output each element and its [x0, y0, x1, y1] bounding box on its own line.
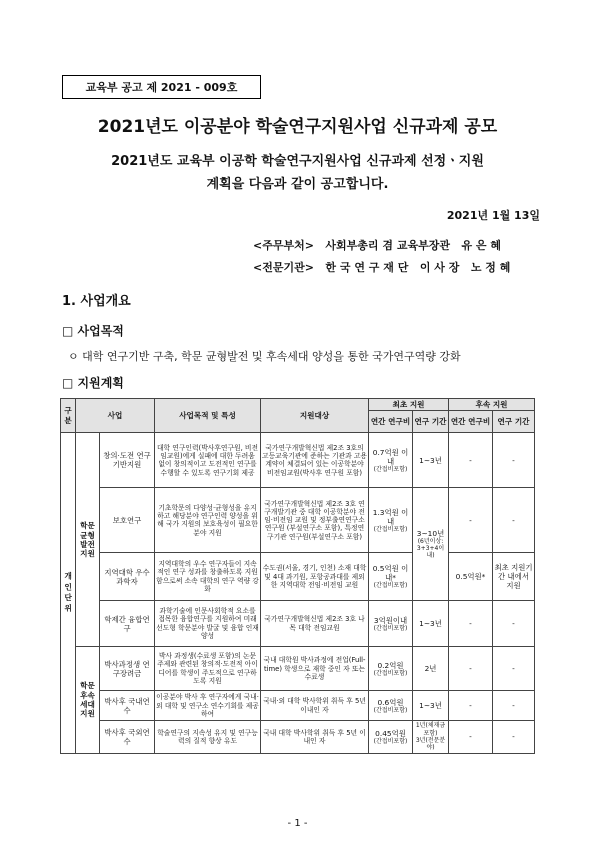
project-name: 박사과정생 연구장려금 [100, 647, 155, 691]
project-name: 보호연구 [100, 488, 155, 553]
header-gubun: 구분 [61, 399, 76, 433]
first-cost-cell [369, 488, 413, 553]
first-period-cell [413, 488, 449, 601]
project-name: 지역대학 우수과학자 [100, 553, 155, 601]
follow-cost: 0.5억원* [449, 553, 493, 601]
first-period: 2년 [413, 647, 449, 691]
header-first-cost: 연간 연구비 [369, 411, 413, 433]
first-cost: 0.7억원 이내 [372, 447, 409, 466]
project-target: 수도권(서울, 경기, 인천) 소재 대학 및 4대 과기원, 포항공과대를 제외한 지역대학 전임·비전임 교원 [261, 553, 369, 601]
first-period-note: (6년이상: 3+3+4이내) [416, 537, 445, 560]
intro-line-2: 계획을 다음과 같이 공고합니다. [206, 177, 389, 192]
first-cost-note: (간접비포함) [373, 669, 408, 677]
first-period: 3~10년 [416, 528, 445, 538]
project-purpose: 지역대학의 우수 연구자들이 지속적인 연구 성과를 창출하도록 지원함으로써 소속 대학의 연구 역량 강화 [155, 553, 261, 601]
first-cost-note: (간접비포함) [373, 624, 408, 632]
table-row [61, 488, 535, 553]
first-cost-cell [369, 601, 413, 647]
first-cost: 1.3억원 이내 [372, 507, 409, 526]
follow-period: - [493, 721, 535, 753]
table-row [61, 433, 535, 488]
follow-period: - [493, 647, 535, 691]
first-period: 1~3년 [413, 601, 449, 647]
project-purpose: 박사 과정생(수료생 포함)의 논문 주제와 관련된 창의적·도전적 아이디어를 학생이 주도적으로 연구하도록 지원 [155, 647, 261, 691]
announcement-date: 2021년 1월 13일 [446, 209, 540, 222]
project-target: 국가연구개발혁신법 제2조 3호 나목 대학 전임교원 [261, 601, 369, 647]
follow-cost: - [449, 647, 493, 691]
project-target: 국가연구개발혁신법 제2조 3호 연구개발기관 중 대학 이공학분야 전임·비전임 교원 및 정부출연연구소 연구원 (부설연구소 포함), 특정연구기관 연구원(부설연구소 포함) [261, 488, 369, 553]
project-purpose: 대학 연구인력(박사후연구원, 비전임교원)에게 실패에 대한 두려움 없이 창의적이고 도전적인 연구를 수행할 수 있도록 연구기회 제공 [155, 433, 261, 488]
group-next-generation: 학문후속세대지원 [76, 647, 100, 753]
first-cost: 3억원이내 [373, 615, 408, 625]
header-project: 사업 [76, 399, 155, 433]
project-name: 창의·도전 연구기반지원 [100, 433, 155, 488]
first-period: 1년(체재금포함) [415, 722, 446, 737]
project-target: 국내 대학원 박사과정에 전업(Full-time) 학생으로 재학 중인 자 또는 수료생 [261, 647, 369, 691]
follow-period: - [493, 691, 535, 721]
header-target: 지원대상 [261, 399, 369, 433]
project-purpose: 기초학문의 다양성·균형성을 유지하고 해당분야 연구인력 양성을 위해 국가 지원의 보호육성이 필요한 분야 지원 [155, 488, 261, 553]
project-purpose: 이공분야 박사 후 연구자에게 국내·외 대학 및 연구소 연수기회를 제공하여 [155, 691, 261, 721]
ministry-line: <주무부처> 사회부총리 겸 교육부장관 유 은 혜 [253, 239, 501, 252]
project-purpose: 학술연구의 지속성 유지 및 연구능력의 질적 향상 유도 [155, 721, 261, 753]
header-follow-support: 후속 지원 [449, 399, 535, 411]
intro-line-1: 2021년도 교육부 이공학 학술연구지원사업 신규과제 선정ㆍ지원 [111, 154, 484, 169]
page-title: 2021년도 이공분야 학술연구지원사업 신규과제 공모 [97, 117, 498, 137]
page-number: - 1 - [287, 818, 308, 829]
project-target: 국내 대학 박사학위 취득 후 5년 이내인 자 [261, 721, 369, 753]
project-name: 박사후 국내연수 [100, 691, 155, 721]
first-period: 1~3년 [413, 691, 449, 721]
header-first-support: 최초 지원 [369, 399, 449, 411]
project-target: 국가연구개발혁신법 제2조 3호의 고등교육기관에 준하는 기관과 고용계약이 체결되어 있는 이공학분야 비전임교원(박사후 연구원 포함) [261, 433, 369, 488]
agency-line: <전문기관> 한 국 연 구 재 단 이 사 장 노 정 혜 [253, 261, 511, 274]
follow-cost: - [449, 721, 493, 753]
project-name: 학제간 융합연구 [100, 601, 155, 647]
subheading-purpose: □ 사업목적 [62, 324, 124, 338]
first-cost-note: (간접비포함) [373, 465, 408, 473]
first-period-cell [413, 721, 449, 753]
support-plan-table [60, 398, 535, 754]
first-cost-note: (간접비포함) [373, 525, 408, 533]
table-header-row [61, 399, 535, 411]
first-cost-note: (간접비포함) [373, 706, 408, 714]
first-period: 1~3년 [413, 433, 449, 488]
header-follow-period: 연구 기간 [493, 411, 535, 433]
first-cost-cell [369, 553, 413, 601]
table-row [61, 721, 535, 753]
header-follow-cost: 연간 연구비 [449, 411, 493, 433]
follow-cost: - [449, 691, 493, 721]
first-cost-cell [369, 721, 413, 753]
follow-cost: - [449, 601, 493, 647]
notice-number: 교육부 공고 제 2021 - 009호 [85, 81, 238, 94]
group-balance: 학문균형발전지원 [76, 433, 100, 647]
follow-period: 최초 지원기간 내에서 지원 [493, 553, 535, 601]
follow-period: - [493, 433, 535, 488]
first-cost-cell [369, 433, 413, 488]
first-cost: 0.5억원 이내* [372, 564, 409, 583]
intro-text [0, 150, 595, 196]
follow-period: - [493, 601, 535, 647]
table-row [61, 553, 535, 601]
first-cost-note: (간접비포함) [373, 737, 408, 745]
first-cost-cell [369, 691, 413, 721]
project-purpose: 과학기술에 인문사회학적 요소를 접목한 융합연구를 지원하여 미래 선도형 학문분야 발굴 및 융합 인재양성 [155, 601, 261, 647]
follow-period: - [493, 488, 535, 553]
notice-number-box [62, 75, 261, 99]
first-cost: 0.2억원 [377, 660, 404, 670]
header-first-period: 연구 기간 [413, 411, 449, 433]
follow-cost: - [449, 433, 493, 488]
header-purpose: 사업목적 및 특성 [155, 399, 261, 433]
first-cost: 0.45억원 [375, 728, 406, 738]
first-period-note: 3년(전문분야) [415, 736, 446, 752]
follow-cost: - [449, 488, 493, 553]
table-row [61, 601, 535, 647]
table-row [61, 647, 535, 691]
group-individual: 개인단위 [61, 433, 76, 753]
first-cost-cell [369, 647, 413, 691]
first-cost-note: (간접비포함) [373, 582, 408, 590]
purpose-bullet: ㅇ 대학 연구기반 구축, 학문 균형발전 및 후속세대 양성을 통한 국가연구역량 강화 [68, 350, 461, 363]
subheading-plan: □ 지원계획 [62, 376, 124, 390]
project-name: 박사후 국외연수 [100, 721, 155, 753]
table-row [61, 691, 535, 721]
section-heading-overview: 1. 사업개요 [62, 294, 131, 309]
project-target: 국내·외 대학 박사학위 취득 후 5년 이내인 자 [261, 691, 369, 721]
first-cost: 0.6억원 [377, 697, 404, 707]
